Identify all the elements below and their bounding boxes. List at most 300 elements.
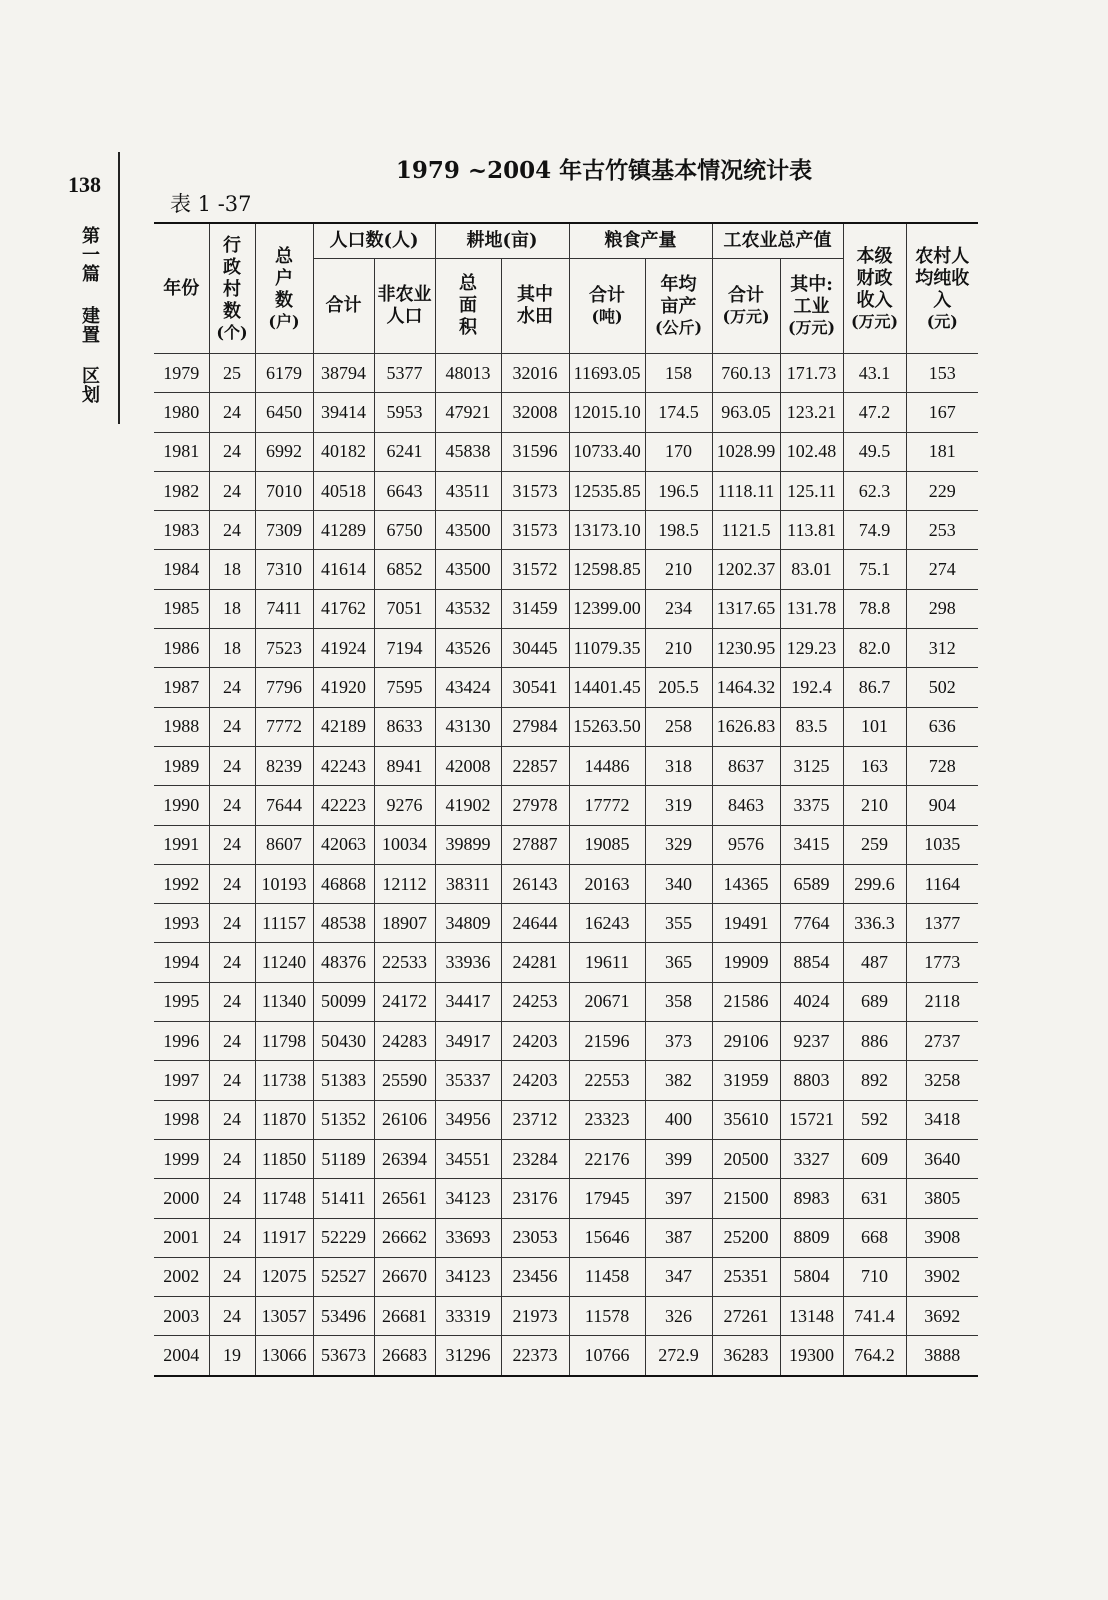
table-cell: 167 <box>906 393 978 432</box>
table-cell: 13057 <box>255 1297 313 1336</box>
table-cell: 12535.85 <box>569 471 645 510</box>
table-cell: 19300 <box>780 1336 843 1376</box>
table-row <box>154 746 978 785</box>
table-cell: 34809 <box>435 904 501 943</box>
table-cell: 53673 <box>313 1336 374 1376</box>
header-output-total: 合计 (万元) <box>712 259 780 354</box>
table-cell: 34956 <box>435 1100 501 1139</box>
table-cell: 30445 <box>501 629 569 668</box>
table-cell: 210 <box>645 550 712 589</box>
table-cell: 43526 <box>435 629 501 668</box>
table-cell: 8239 <box>255 746 313 785</box>
header-farm-total: 总 面 积 <box>435 259 501 354</box>
table-cell: 53496 <box>313 1297 374 1336</box>
table-cell: 14365 <box>712 864 780 903</box>
table-cell: 24 <box>209 864 255 903</box>
table-cell: 234 <box>645 589 712 628</box>
table-cell: 18 <box>209 550 255 589</box>
table-cell: 365 <box>645 943 712 982</box>
table-cell: 31596 <box>501 432 569 471</box>
year-cell: 1998 <box>154 1100 209 1139</box>
table-cell: 170 <box>645 432 712 471</box>
header-households: 总 户 数 (户) <box>255 223 313 354</box>
table-cell: 397 <box>645 1179 712 1218</box>
year-cell: 1985 <box>154 589 209 628</box>
table-cell: 24 <box>209 982 255 1021</box>
table-cell: 26670 <box>374 1257 435 1296</box>
table-cell: 24644 <box>501 904 569 943</box>
table-cell: 24 <box>209 904 255 943</box>
table-cell: 7764 <box>780 904 843 943</box>
table-cell: 21500 <box>712 1179 780 1218</box>
year-cell: 2002 <box>154 1257 209 1296</box>
table-cell: 12075 <box>255 1257 313 1296</box>
page-number: 138 <box>68 172 101 197</box>
table-row <box>154 707 978 746</box>
table-cell: 24 <box>209 707 255 746</box>
table-cell: 86.7 <box>843 668 906 707</box>
table-cell: 24 <box>209 668 255 707</box>
table-cell: 6992 <box>255 432 313 471</box>
table-cell: 741.4 <box>843 1297 906 1336</box>
table-cell: 22176 <box>569 1139 645 1178</box>
table-cell: 299.6 <box>843 864 906 903</box>
table-cell: 6750 <box>374 511 435 550</box>
table-cell: 15721 <box>780 1100 843 1139</box>
table-cell: 12598.85 <box>569 550 645 589</box>
year-cell: 1987 <box>154 668 209 707</box>
table-cell: 24 <box>209 746 255 785</box>
table-cell: 11079.35 <box>569 629 645 668</box>
table-cell: 229 <box>906 471 978 510</box>
table-cell: 42063 <box>313 825 374 864</box>
table-cell: 23456 <box>501 1257 569 1296</box>
table-cell: 46868 <box>313 864 374 903</box>
year-cell: 1984 <box>154 550 209 589</box>
table-row <box>154 1022 978 1061</box>
header-output: 工农业总产值 <box>712 223 843 259</box>
table-cell: 259 <box>843 825 906 864</box>
table-row <box>154 393 978 432</box>
table-cell: 23053 <box>501 1218 569 1257</box>
page-title: 1979 ~2004 年古竹镇基本情况统计表 <box>395 157 813 184</box>
table-cell: 336.3 <box>843 904 906 943</box>
year-cell: 1982 <box>154 471 209 510</box>
table-cell: 51352 <box>313 1100 374 1139</box>
table-cell: 12399.00 <box>569 589 645 628</box>
table-cell: 358 <box>645 982 712 1021</box>
table-cell: 3415 <box>780 825 843 864</box>
table-cell: 52527 <box>313 1257 374 1296</box>
table-cell: 7644 <box>255 786 313 825</box>
table-cell: 11738 <box>255 1061 313 1100</box>
table-cell: 592 <box>843 1100 906 1139</box>
table-cell: 668 <box>843 1218 906 1257</box>
table-cell: 26106 <box>374 1100 435 1139</box>
header-grain-yield: 年均 亩产 (公斤) <box>645 259 712 354</box>
table-cell: 1626.83 <box>712 707 780 746</box>
table-cell: 7310 <box>255 550 313 589</box>
table-cell: 764.2 <box>843 1336 906 1376</box>
table-cell: 31573 <box>501 471 569 510</box>
table-row <box>154 1297 978 1336</box>
year-cell: 1980 <box>154 393 209 432</box>
table-cell: 21586 <box>712 982 780 1021</box>
table-cell: 18 <box>209 629 255 668</box>
year-cell: 1994 <box>154 943 209 982</box>
table-row <box>154 668 978 707</box>
table-cell: 26143 <box>501 864 569 903</box>
table-cell: 62.3 <box>843 471 906 510</box>
table-cell: 153 <box>906 354 978 393</box>
table-cell: 347 <box>645 1257 712 1296</box>
table-cell: 382 <box>645 1061 712 1100</box>
table-cell: 11917 <box>255 1218 313 1257</box>
table-row <box>154 864 978 903</box>
table-cell: 8941 <box>374 746 435 785</box>
year-cell: 1981 <box>154 432 209 471</box>
table-cell: 210 <box>843 786 906 825</box>
table-cell: 318 <box>645 746 712 785</box>
header-pop-total: 合计 <box>313 259 374 354</box>
table-cell: 24281 <box>501 943 569 982</box>
table-cell: 41902 <box>435 786 501 825</box>
table-cell: 502 <box>906 668 978 707</box>
year-cell: 1991 <box>154 825 209 864</box>
year-cell: 1989 <box>154 746 209 785</box>
table-row <box>154 432 978 471</box>
table-cell: 22553 <box>569 1061 645 1100</box>
table-cell: 258 <box>645 707 712 746</box>
table-cell: 319 <box>645 786 712 825</box>
table-cell: 26683 <box>374 1336 435 1376</box>
header-farmland: 耕地(亩) <box>435 223 569 259</box>
table-cell: 15263.50 <box>569 707 645 746</box>
table-cell: 24 <box>209 1061 255 1100</box>
table-cell: 6450 <box>255 393 313 432</box>
table-cell: 31459 <box>501 589 569 628</box>
table-cell: 24203 <box>501 1022 569 1061</box>
table-cell: 487 <box>843 943 906 982</box>
table-cell: 196.5 <box>645 471 712 510</box>
table-cell: 38311 <box>435 864 501 903</box>
table-cell: 326 <box>645 1297 712 1336</box>
table-cell: 174.5 <box>645 393 712 432</box>
table-cell: 3418 <box>906 1100 978 1139</box>
table-cell: 52229 <box>313 1218 374 1257</box>
table-cell: 24 <box>209 1257 255 1296</box>
table-cell: 181 <box>906 432 978 471</box>
table-cell: 387 <box>645 1218 712 1257</box>
table-cell: 26394 <box>374 1139 435 1178</box>
table-cell: 8637 <box>712 746 780 785</box>
side-char: 区 <box>82 366 100 387</box>
table-cell: 43532 <box>435 589 501 628</box>
table-cell: 3888 <box>906 1336 978 1376</box>
table-cell: 41920 <box>313 668 374 707</box>
table-cell: 42223 <box>313 786 374 825</box>
table-cell: 171.73 <box>780 354 843 393</box>
table-cell: 25590 <box>374 1061 435 1100</box>
table-cell: 1118.11 <box>712 471 780 510</box>
table-cell: 15646 <box>569 1218 645 1257</box>
table-cell: 18 <box>209 589 255 628</box>
table-cell: 78.8 <box>843 589 906 628</box>
table-cell: 10034 <box>374 825 435 864</box>
table-cell: 9576 <box>712 825 780 864</box>
table-cell: 760.13 <box>712 354 780 393</box>
table-cell: 7772 <box>255 707 313 746</box>
header-pop-nonagri: 非农业 人口 <box>374 259 435 354</box>
table-cell: 24 <box>209 1297 255 1336</box>
table-cell: 51411 <box>313 1179 374 1218</box>
table-cell: 24 <box>209 393 255 432</box>
table-cell: 6179 <box>255 354 313 393</box>
table-cell: 51383 <box>313 1061 374 1100</box>
table-row <box>154 550 978 589</box>
table-cell: 33319 <box>435 1297 501 1336</box>
table-cell: 7796 <box>255 668 313 707</box>
table-cell: 25 <box>209 354 255 393</box>
table-row <box>154 825 978 864</box>
table-cell: 20163 <box>569 864 645 903</box>
side-heading-part <box>78 308 104 346</box>
side-char: 篇 <box>82 263 100 285</box>
table-cell: 22373 <box>501 1336 569 1376</box>
header-grain: 粮食产量 <box>569 223 712 259</box>
year-cell: 2001 <box>154 1218 209 1257</box>
table-cell: 102.48 <box>780 432 843 471</box>
side-char: 划 <box>82 384 100 406</box>
table-cell: 3692 <box>906 1297 978 1336</box>
table-cell: 1035 <box>906 825 978 864</box>
table-cell: 51189 <box>313 1139 374 1178</box>
table-row <box>154 1257 978 1296</box>
table-cell: 340 <box>645 864 712 903</box>
table-row <box>154 1179 978 1218</box>
table-cell: 25351 <box>712 1257 780 1296</box>
table-cell: 399 <box>645 1139 712 1178</box>
table-cell: 3375 <box>780 786 843 825</box>
table-row <box>154 629 978 668</box>
table-cell: 39414 <box>313 393 374 432</box>
table-cell: 1377 <box>906 904 978 943</box>
table-cell: 8803 <box>780 1061 843 1100</box>
year-cell: 1996 <box>154 1022 209 1061</box>
table-cell: 48013 <box>435 354 501 393</box>
table-cell: 30541 <box>501 668 569 707</box>
table-cell: 20500 <box>712 1139 780 1178</box>
side-char: 建 <box>82 306 100 327</box>
table-cell: 27978 <box>501 786 569 825</box>
table-cell: 24 <box>209 943 255 982</box>
table-cell: 32008 <box>501 393 569 432</box>
table-cell: 2737 <box>906 1022 978 1061</box>
table-cell: 12015.10 <box>569 393 645 432</box>
table-cell: 42243 <box>313 746 374 785</box>
table-cell: 7051 <box>374 589 435 628</box>
table-cell: 26681 <box>374 1297 435 1336</box>
table-cell: 19491 <box>712 904 780 943</box>
table-cell: 41762 <box>313 589 374 628</box>
table-cell: 34123 <box>435 1179 501 1218</box>
table-cell: 26662 <box>374 1218 435 1257</box>
table-cell: 312 <box>906 629 978 668</box>
table-cell: 27261 <box>712 1297 780 1336</box>
table-cell: 631 <box>843 1179 906 1218</box>
table-cell: 42189 <box>313 707 374 746</box>
side-heading-part <box>78 228 104 285</box>
table-cell: 74.9 <box>843 511 906 550</box>
year-cell: 1990 <box>154 786 209 825</box>
table-cell: 21596 <box>569 1022 645 1061</box>
table-cell: 29106 <box>712 1022 780 1061</box>
table-cell: 11870 <box>255 1100 313 1139</box>
table-cell: 113.81 <box>780 511 843 550</box>
table-cell: 35610 <box>712 1100 780 1139</box>
table-cell: 20671 <box>569 982 645 1021</box>
table-row <box>154 1061 978 1100</box>
table-cell: 1773 <box>906 943 978 982</box>
table-cell: 274 <box>906 550 978 589</box>
table-cell: 19085 <box>569 825 645 864</box>
table-cell: 31572 <box>501 550 569 589</box>
table-cell: 8809 <box>780 1218 843 1257</box>
year-cell: 1993 <box>154 904 209 943</box>
year-cell: 1979 <box>154 354 209 393</box>
table-cell: 24 <box>209 511 255 550</box>
table-cell: 35337 <box>435 1061 501 1100</box>
table-cell: 45838 <box>435 432 501 471</box>
table-cell: 41289 <box>313 511 374 550</box>
table-cell: 1317.65 <box>712 589 780 628</box>
table-cell: 24253 <box>501 982 569 1021</box>
table-cell: 8463 <box>712 786 780 825</box>
table-cell: 36283 <box>712 1336 780 1376</box>
table-cell: 6643 <box>374 471 435 510</box>
table-cell: 10733.40 <box>569 432 645 471</box>
table-cell: 1230.95 <box>712 629 780 668</box>
table-row <box>154 786 978 825</box>
year-cell: 2003 <box>154 1297 209 1336</box>
table-cell: 8607 <box>255 825 313 864</box>
year-cell: 1983 <box>154 511 209 550</box>
table-row <box>154 511 978 550</box>
table-cell: 7523 <box>255 629 313 668</box>
table-cell: 34123 <box>435 1257 501 1296</box>
table-cell: 6852 <box>374 550 435 589</box>
table-cell: 710 <box>843 1257 906 1296</box>
table-cell: 963.05 <box>712 393 780 432</box>
table-cell: 50430 <box>313 1022 374 1061</box>
table-cell: 43130 <box>435 707 501 746</box>
table-cell: 12112 <box>374 864 435 903</box>
table-cell: 24283 <box>374 1022 435 1061</box>
table-row <box>154 904 978 943</box>
year-cell: 1986 <box>154 629 209 668</box>
table-cell: 26561 <box>374 1179 435 1218</box>
table-cell: 38794 <box>313 354 374 393</box>
table-cell: 7010 <box>255 471 313 510</box>
table-cell: 4024 <box>780 982 843 1021</box>
table-cell: 19 <box>209 1336 255 1376</box>
table-cell: 23323 <box>569 1100 645 1139</box>
table-row <box>154 1218 978 1257</box>
table-cell: 33693 <box>435 1218 501 1257</box>
table-cell: 14401.45 <box>569 668 645 707</box>
header-output-industry: 其中: 工业 (万元) <box>780 259 843 354</box>
year-cell: 1992 <box>154 864 209 903</box>
table-cell: 22857 <box>501 746 569 785</box>
table-cell: 6589 <box>780 864 843 903</box>
side-heading-part <box>78 368 104 406</box>
table-cell: 11748 <box>255 1179 313 1218</box>
table-cell: 355 <box>645 904 712 943</box>
table-cell: 40182 <box>313 432 374 471</box>
table-cell: 728 <box>906 746 978 785</box>
table-cell: 3258 <box>906 1061 978 1100</box>
table-cell: 205.5 <box>645 668 712 707</box>
table-cell: 18907 <box>374 904 435 943</box>
table-cell: 9276 <box>374 786 435 825</box>
table-cell: 636 <box>906 707 978 746</box>
table-cell: 125.11 <box>780 471 843 510</box>
table-cell: 400 <box>645 1100 712 1139</box>
table-cell: 3805 <box>906 1179 978 1218</box>
table-row <box>154 943 978 982</box>
table-cell: 13148 <box>780 1297 843 1336</box>
year-cell: 2000 <box>154 1179 209 1218</box>
table-cell: 13066 <box>255 1336 313 1376</box>
table-cell: 17772 <box>569 786 645 825</box>
table-cell: 34917 <box>435 1022 501 1061</box>
table-cell: 7411 <box>255 589 313 628</box>
table-cell: 22533 <box>374 943 435 982</box>
table-cell: 48376 <box>313 943 374 982</box>
table-cell: 24 <box>209 1179 255 1218</box>
table-cell: 892 <box>843 1061 906 1100</box>
table-cell: 31959 <box>712 1061 780 1100</box>
table-cell: 17945 <box>569 1179 645 1218</box>
table-cell: 24 <box>209 1022 255 1061</box>
table-cell: 82.0 <box>843 629 906 668</box>
table-cell: 131.78 <box>780 589 843 628</box>
table-cell: 31296 <box>435 1336 501 1376</box>
table-cell: 19909 <box>712 943 780 982</box>
header-revenue: 本级 财政 收入 (万元) <box>843 223 906 354</box>
table-cell: 163 <box>843 746 906 785</box>
table-cell: 6241 <box>374 432 435 471</box>
table-cell: 27887 <box>501 825 569 864</box>
table-cell: 83.01 <box>780 550 843 589</box>
year-cell: 2004 <box>154 1336 209 1376</box>
table-cell: 24 <box>209 432 255 471</box>
table-cell: 3908 <box>906 1218 978 1257</box>
table-cell: 25200 <box>712 1218 780 1257</box>
table-cell: 5377 <box>374 354 435 393</box>
table-cell: 5953 <box>374 393 435 432</box>
table-cell: 43.1 <box>843 354 906 393</box>
side-char: 第 <box>82 226 100 247</box>
table-cell: 10766 <box>569 1336 645 1376</box>
table-cell: 49.5 <box>843 432 906 471</box>
table-row <box>154 1139 978 1178</box>
table-cell: 7194 <box>374 629 435 668</box>
table-cell: 83.5 <box>780 707 843 746</box>
table-cell: 11340 <box>255 982 313 1021</box>
table-cell: 75.1 <box>843 550 906 589</box>
table-cell: 329 <box>645 825 712 864</box>
